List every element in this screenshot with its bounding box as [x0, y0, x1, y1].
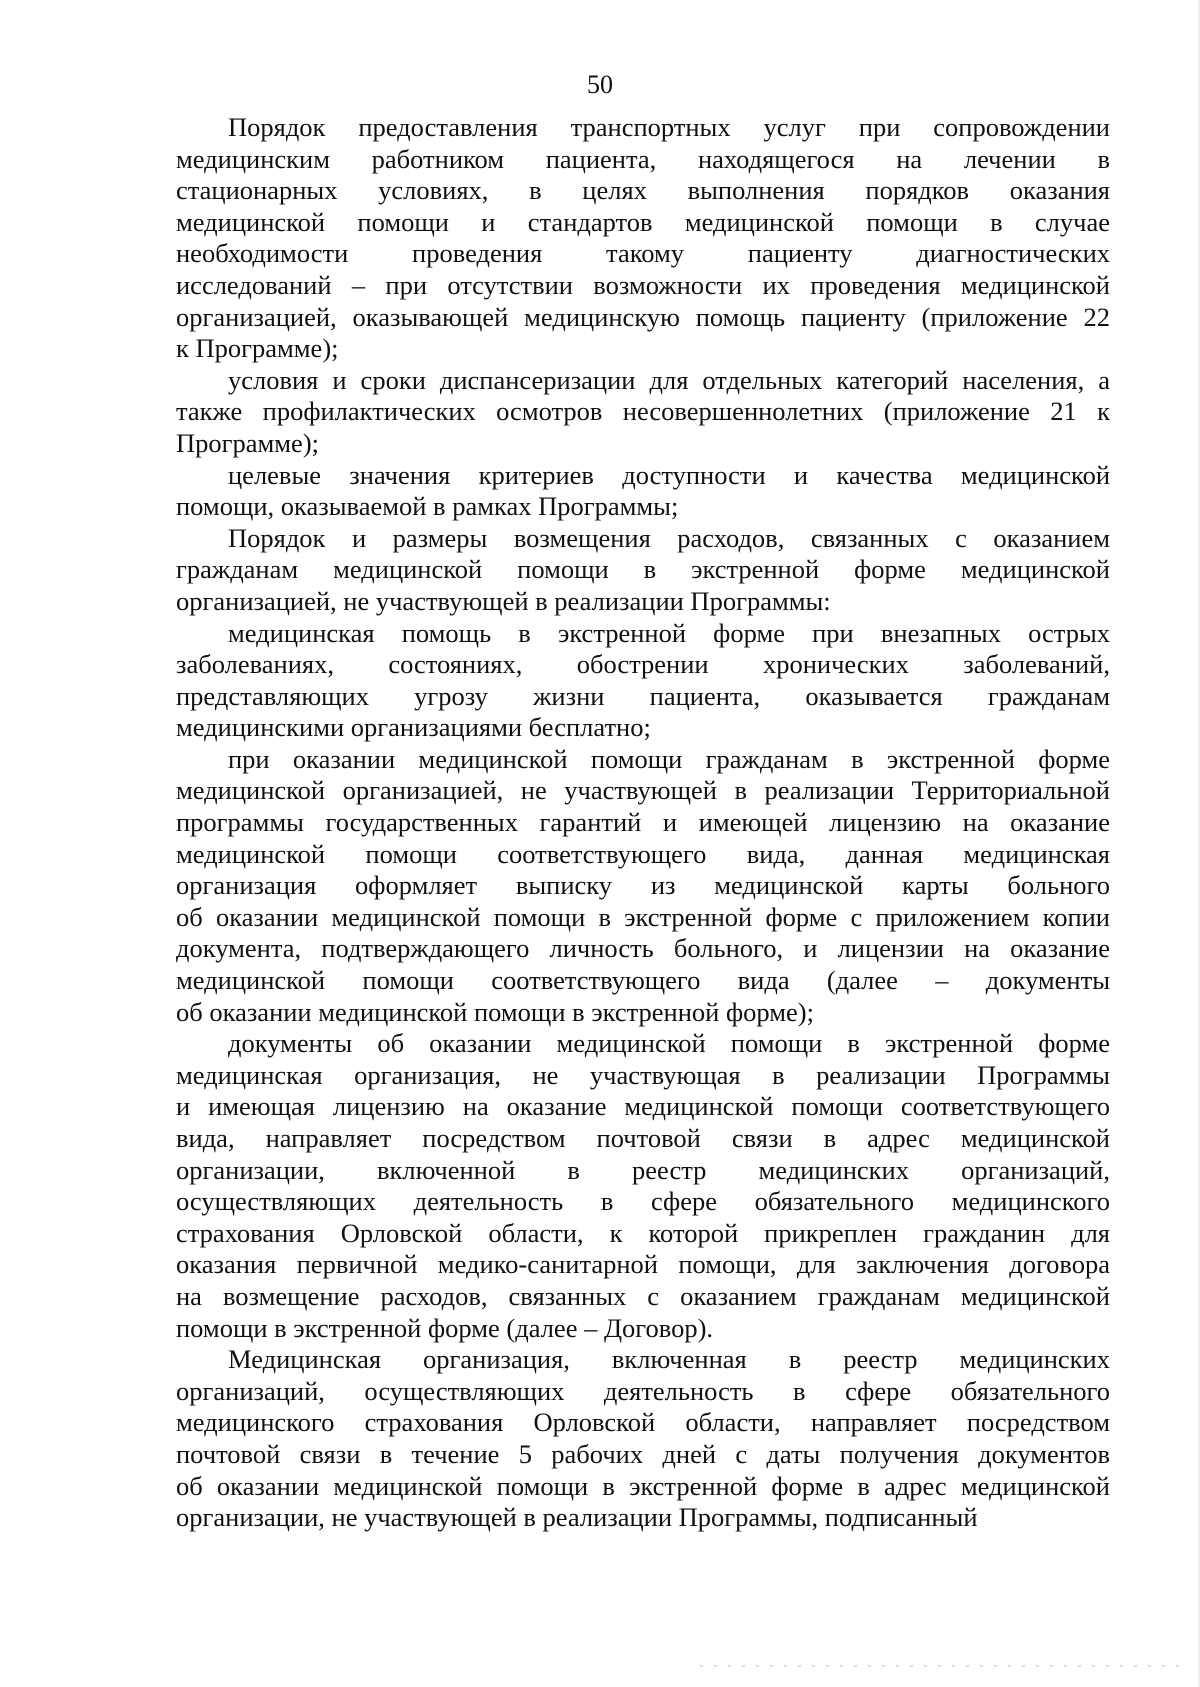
page-number: 50: [587, 70, 613, 99]
text-line: стационарных условиях, в целях выполнения порядков оказания: [176, 175, 1110, 206]
paragraph: [176, 523, 1110, 618]
text-line: к Программе);: [176, 333, 339, 364]
paragraph: [176, 112, 1110, 365]
text-line: организацией, оказывающей медицинскую помощь пациенту (приложение 22: [176, 301, 1110, 332]
text-line: осуществляющих деятельность в сфере обязательного медицинского: [176, 1186, 1110, 1217]
text-line: гражданам медицинской помощи в экстренной форме медицинской: [176, 554, 1110, 585]
text-line: медицинской помощи соответствующего вида, данная медицинская: [176, 838, 1110, 869]
text-line: помощи, оказываемой в рамках Программы;: [176, 491, 679, 522]
text-line: медицинской помощи соответствующего вида (далее – документы: [176, 965, 1110, 996]
text-line: об оказании медицинской помощи в экстренной форме с приложением копии: [176, 901, 1110, 932]
text-line: Медицинская организация, включенная в реестр медицинских: [228, 1344, 1110, 1375]
document-body: [176, 112, 1110, 1534]
text-line: целевые значения критериев доступности и качества медицинской: [228, 459, 1110, 490]
text-line: условия и сроки диспансеризации для отдельных категорий населения, а: [228, 364, 1110, 395]
text-line: организацией, не участвующей в реализации Программы:: [176, 585, 831, 616]
text-line: Программе);: [176, 427, 320, 458]
text-line: об оказании медицинской помощи в экстренной форме);: [176, 996, 814, 1027]
scan-artifact-dots: [700, 1665, 1180, 1667]
text-line: организаций, осуществляющих деятельность в сфере обязательного: [176, 1375, 1110, 1406]
text-line: помощи в экстренной форме (далее – Договор).: [176, 1312, 714, 1343]
paragraph: [176, 744, 1110, 1028]
text-line: об оказании медицинской помощи в экстренной форме в адрес медицинской: [176, 1470, 1110, 1501]
text-line: медицинская организация, не участвующая в реализации Программы: [176, 1059, 1110, 1090]
text-line: Порядок предоставления транспортных услуг при сопровождении: [228, 112, 1110, 142]
text-line: организации, не участвующей в реализации Программы, подписанный: [176, 1502, 978, 1533]
text-line: заболеваниях, состояниях, обострении хронических заболеваний,: [176, 649, 1110, 680]
paragraph: [176, 460, 1110, 523]
text-line: медицинскими организациями бесплатно;: [176, 712, 651, 743]
text-line: программы государственных гарантий и имеющей лицензию на оказание: [176, 807, 1110, 838]
text-line: организация оформляет выписку из медицинской карты больного: [176, 870, 1110, 901]
text-line: представляющих угрозу жизни пациента, оказывается гражданам: [176, 680, 1110, 711]
text-line: почтовой связи в течение 5 рабочих дней с даты получения документов: [176, 1438, 1110, 1469]
text-line: медицинского страхования Орловской области, направляет посредством: [176, 1407, 1110, 1438]
paragraph: [176, 1344, 1110, 1534]
text-line: необходимости проведения такому пациенту диагностических: [176, 238, 1110, 269]
text-line: страхования Орловской области, к которой прикреплен гражданин для: [176, 1217, 1110, 1248]
text-line: на возмещение расходов, связанных с оказанием гражданам медицинской: [176, 1280, 1110, 1311]
text-line: организации, включенной в реестр медицинских организаций,: [176, 1154, 1110, 1185]
text-line: Порядок и размеры возмещения расходов, связанных с оказанием: [228, 522, 1110, 553]
text-line: документы об оказании медицинской помощи в экстренной форме: [228, 1028, 1110, 1059]
text-line: медицинской помощи и стандартов медицинской помощи в случае: [176, 206, 1110, 237]
text-line: также профилактических осмотров несовершеннолетних (приложение 21 к: [176, 396, 1110, 427]
text-line: оказания первичной медико-санитарной помощи, для заключения договора: [176, 1249, 1110, 1280]
text-line: вида, направляет посредством почтовой связи в адрес медицинской: [176, 1123, 1110, 1153]
text-line: и имеющая лицензию на оказание медицинской помощи соответствующего: [176, 1091, 1110, 1122]
paragraph: [176, 618, 1110, 744]
text-line: медицинская помощь в экстренной форме при внезапных острых: [228, 617, 1110, 648]
text-line: медицинской организацией, не участвующей в реализации Территориальной: [176, 775, 1110, 806]
text-line: исследований – при отсутствии возможности их проведения медицинской: [176, 269, 1110, 300]
paragraph: [176, 365, 1110, 460]
text-line: при оказании медицинской помощи гражданам в экстренной форме: [228, 743, 1110, 774]
text-line: медицинским работником пациента, находящегося на лечении в: [176, 143, 1110, 174]
text-line: документа, подтверждающего личность больного, и лицензии на оказание: [176, 933, 1110, 964]
paragraph: [176, 1028, 1110, 1344]
